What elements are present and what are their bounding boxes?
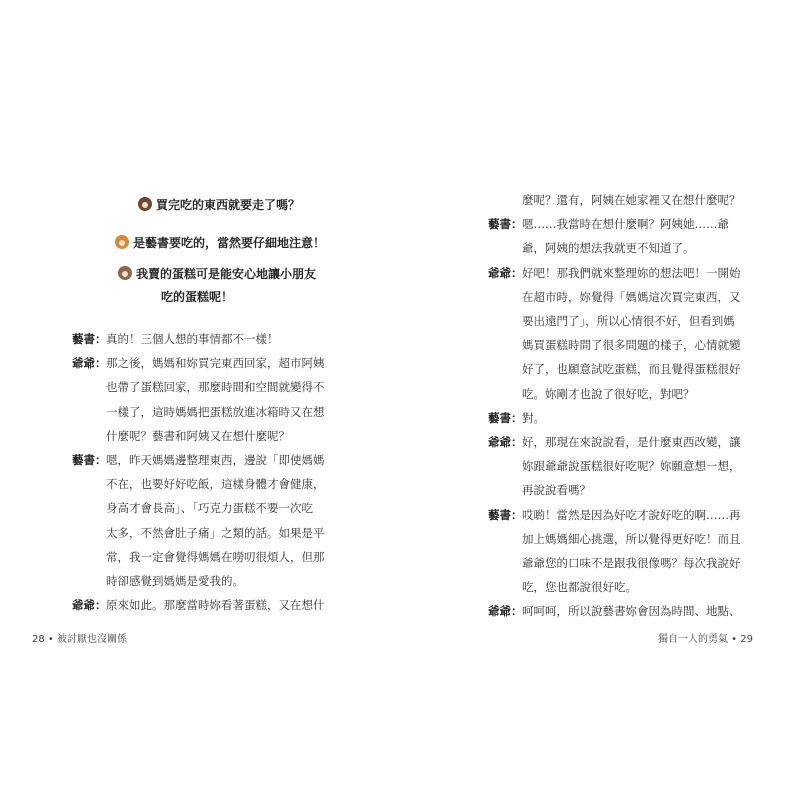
dialogue-line [72, 569, 244, 593]
dialogue-text: 也帶了蛋糕回家，那麼時間和空間就變得不 [106, 380, 325, 395]
page-footer-right: 獨自一人的勇氣 • 29 [658, 634, 753, 645]
speaker-label: 藝書： [72, 453, 107, 467]
dialogue-line [488, 430, 741, 454]
dialogue-text: 在超市時，妳覺得「媽媽這次買完東西，又 [522, 289, 741, 304]
quote-text: 我賣的蛋糕可是能安心地讓小朋友 [136, 267, 317, 281]
dialogue-text: 原來如此。那麼當時妳看著蛋糕，又在想什 [106, 598, 325, 613]
dialogue-line [72, 424, 290, 448]
dialogue-line [488, 382, 695, 406]
dialogue-line [488, 454, 741, 478]
dialogue-text: 麼呢？還有，阿姨在她家裡又在想什麼呢？ [522, 193, 741, 207]
speaker-label: 藝書： [488, 507, 523, 522]
dialogue-text: 對。 [522, 410, 545, 425]
grandpa-face-icon [118, 266, 132, 280]
dialogue-line [72, 593, 325, 617]
dialogue-line [72, 448, 325, 472]
dialogue-line [488, 575, 637, 599]
quote-line [115, 234, 325, 251]
dialogue-line [488, 188, 741, 212]
dialogue-text: 妳跟爺爺說蛋糕很好吃呢？妳願意想一想， [522, 459, 741, 474]
dialogue-line [72, 472, 325, 496]
dialogue-text: 哎喲！當然是因為好吃才說好吃的啊……再 [522, 507, 741, 522]
dialogue-text: 太多，不然會肚子痛」之類的話。如果是平 [106, 525, 325, 540]
dialogue-text: 嗯，昨天媽媽邊整理東西，邊說「即使媽媽 [106, 453, 325, 467]
quote-line [138, 196, 300, 213]
dialogue-text: 爺，阿姨的想法我就更不知道了。 [522, 241, 695, 256]
dialogue-text: 要出遠門了」，所以心情很不好，但看到媽 [522, 314, 735, 328]
dialogue-text: 真的！三個人想的事情都不一樣！ [106, 332, 279, 346]
dialogue-line [488, 527, 741, 551]
girl-face-icon [138, 197, 152, 211]
speaker-label: 藝書： [488, 410, 523, 425]
dialogue-text: 不在，也要好好吃飯，這樣身體才會健康， [106, 477, 325, 492]
dialogue-text: 吃。妳剛才也說了很好吃，對吧？ [522, 386, 695, 401]
quote-text: 買完吃的東西就要走了嗎？ [156, 198, 301, 212]
right-page [400, 0, 800, 800]
dialogue-line [488, 406, 545, 430]
dialogue-text: 呵呵呵，所以說藝書妳會因為時間、地點、 [522, 604, 741, 619]
speaker-label: 爺爺： [488, 604, 523, 619]
quote-line [118, 265, 316, 282]
dialogue-text: 加上媽媽細心挑選，所以覺得更好吃！而且 [522, 531, 741, 546]
dialogue-text: 好了，也願意試吃蛋糕，而且覺得蛋糕很好 [522, 362, 741, 377]
dialogue-line [488, 261, 741, 285]
dialogue-text: 吃，您也都說很好吃。 [522, 580, 637, 595]
dialogue-text: 好吧！那我們就來整理妳的想法吧！一開始 [522, 265, 741, 280]
dialogue-text: 什麼呢？藝書和阿姨又在想什麼呢？ [106, 428, 290, 443]
dialogue-line [488, 285, 741, 309]
dialogue-line [488, 357, 741, 381]
dialogue-line [488, 333, 741, 357]
dialogue-text: 嗯……我當時在想什麼啊？阿姨她……爺 [522, 217, 729, 232]
quote-line [161, 288, 233, 305]
dialogue-text: 媽買蛋糕時問了很多問題的樣子，心情就變 [522, 338, 741, 353]
quote-text: 是藝書要吃的，當然要仔細地注意！ [133, 236, 326, 250]
quote-text: 吃的蛋糕呢！ [161, 290, 234, 304]
dialogue-line [72, 521, 325, 545]
speaker-label: 爺爺： [72, 598, 107, 613]
speaker-label: 爺爺： [488, 265, 523, 280]
dialogue-line [488, 212, 729, 236]
dialogue-line [488, 599, 741, 623]
dialogue-text: 好，那現在來說說看，是什麼東西改變，讓 [522, 435, 741, 449]
speaker-label: 爺爺： [72, 356, 107, 371]
dialogue-line [72, 375, 325, 399]
dialogue-line [72, 545, 325, 569]
dialogue-text: 身高才會長高」、「巧克力蛋糕不要一次吃 [106, 501, 313, 516]
dialogue-line [488, 236, 695, 260]
dialogue-line [488, 551, 741, 575]
dialogue-line [488, 478, 591, 502]
dialogue-text: 那之後，媽媽和妳買完東西回家，超市阿姨 [106, 356, 325, 371]
dialogue-text: 再說說看嗎？ [522, 483, 591, 498]
speaker-label: 爺爺： [488, 435, 523, 449]
mom-face-icon [115, 235, 129, 249]
dialogue-line [72, 327, 279, 351]
dialogue-line [72, 400, 325, 424]
speaker-label: 藝書： [72, 332, 107, 346]
page-footer-left: 28 • 被討厭也沒關係 [32, 634, 127, 645]
dialogue-text: 爺爺您的口味不是跟我很像嗎？每次我說好 [522, 556, 741, 570]
dialogue-line [72, 351, 325, 375]
dialogue-text: 時卻感覺到媽媽是愛我的。 [106, 574, 244, 588]
dialogue-line [488, 309, 735, 333]
dialogue-text: 一樣了，這時媽媽把蛋糕放進冰箱時又在想 [106, 404, 325, 419]
speaker-label: 藝書： [488, 217, 523, 232]
dialogue-text: 常，我一定會覺得媽媽在嘮叨很煩人，但那 [106, 549, 325, 564]
dialogue-line [488, 503, 741, 527]
dialogue-line [72, 496, 313, 520]
